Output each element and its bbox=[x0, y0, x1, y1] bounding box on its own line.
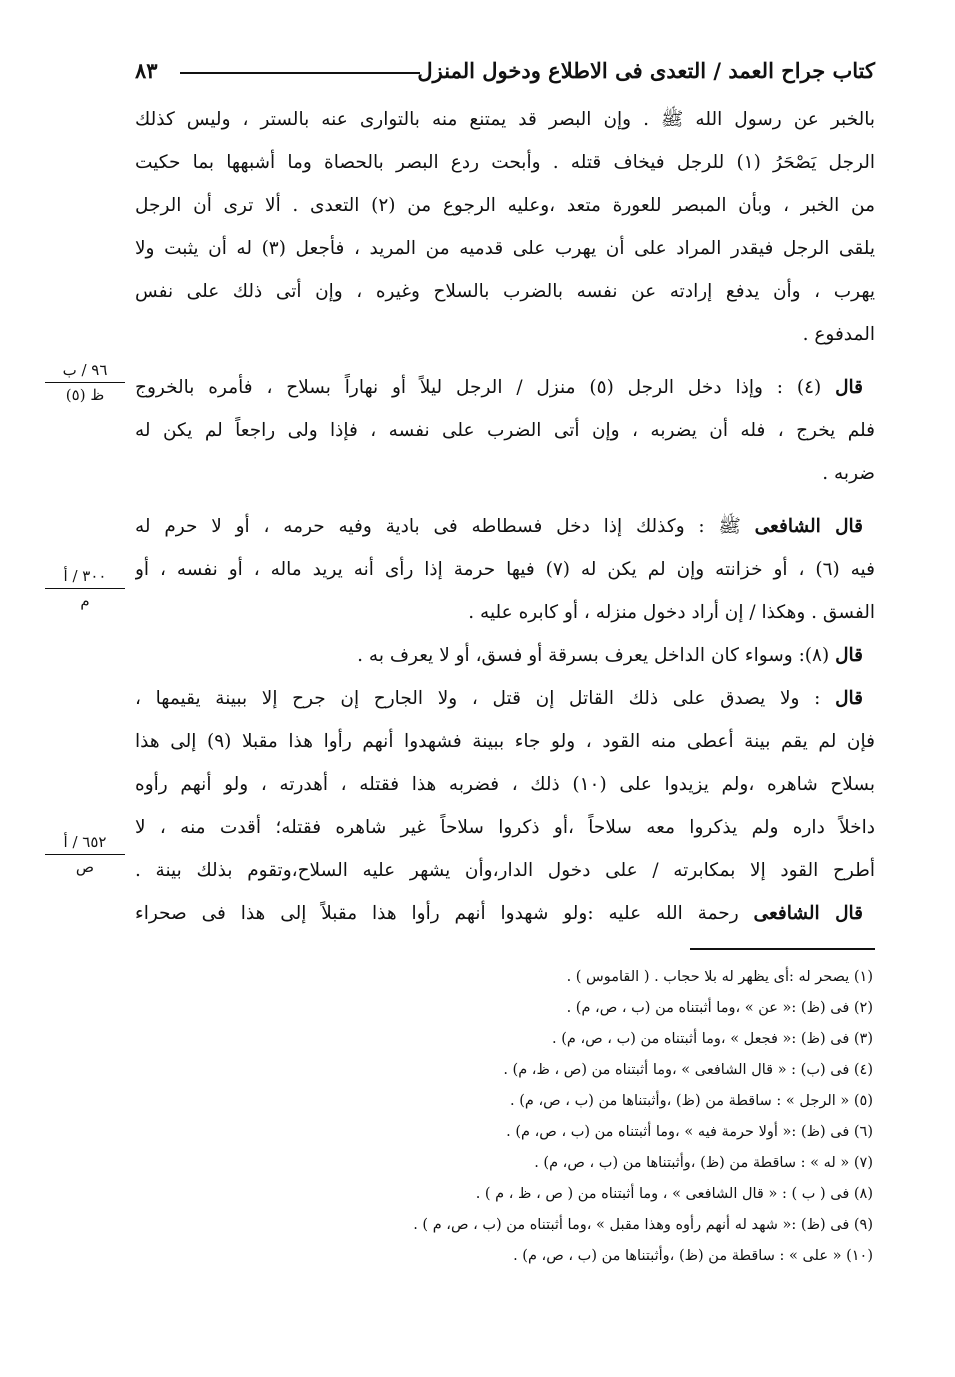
text-line: ضربه . bbox=[822, 463, 875, 484]
paragraph-text: : ولا يصدق على ذلك القاتل إن قتل ، ولا الجارح إن جرح إلا ببينة يقيمها ، bbox=[135, 688, 836, 709]
margin-note-upper: ٦٥٢ / أ bbox=[45, 832, 125, 855]
main-text bbox=[135, 98, 875, 935]
text-line: بالخبر عن رسول الله ﷺ . وإن البصر قد يمتنع منه بالتوارى عنه بالستر ، وليس كذلك bbox=[135, 109, 875, 130]
paragraph-text: (٨): وسواء كان الداخل يعرف بسرقة أو فسق، أو لا يعرف به . bbox=[357, 645, 836, 666]
paragraph-line bbox=[135, 892, 875, 935]
margin-note-lower: م bbox=[80, 592, 90, 610]
footnote: (٧) « له » : ساقطة من (ظ) ،وأثبتناها من (ب ، ص، م) . bbox=[534, 1155, 873, 1171]
margin-folio-note bbox=[45, 832, 125, 877]
paragraph-line bbox=[135, 677, 875, 720]
paragraph-text: (٤) : وإذا دخل الرجل (٥) منزل / الرجل ليلاً أو نهاراً بسلاح ، فأمره بالخروج bbox=[135, 377, 836, 398]
margin-note-upper: ٩٦ / ب bbox=[45, 360, 125, 383]
footnotes bbox=[113, 962, 873, 1272]
speaker-label: قال bbox=[835, 645, 863, 666]
margin-note-upper: ٣٠٠ / أ bbox=[45, 566, 125, 589]
text-line: الفسق . وهكذا / إن أراد دخول منزله ، أو كابره عليه . bbox=[468, 602, 875, 623]
footnote-rule bbox=[690, 948, 875, 950]
margin-note-lower: ظ (٥) bbox=[65, 386, 105, 404]
margin-folio-note bbox=[45, 566, 125, 611]
paragraph-line bbox=[135, 634, 875, 677]
text-line: فإن لم يقم بينة أعطى منه القود ، ولو جاء ببينة فشهدوا أنهم رأوا هذا مقبلا (٩) إلى هذا bbox=[135, 731, 875, 752]
paragraph-line bbox=[135, 366, 875, 409]
page-header bbox=[135, 56, 875, 92]
footnote: (٨) فى ( ب ) : « قال الشافعى » ، وما أثبتناه من ( ص ، ظ ، م ) . bbox=[475, 1186, 873, 1202]
footnote: (٣) فى (ظ) :« فجعل » ،وما أثبتناه من (ب ، ص، م) . bbox=[552, 1031, 873, 1047]
footnote: (٦) فى (ظ) :« أولا حرمة فيه » ،وما أثبتناه من (ب ، ص، م) . bbox=[506, 1124, 873, 1140]
running-title: كتاب جراح العمد / التعدى فى الاطلاع ودخول المنزل bbox=[417, 58, 875, 83]
text-line: الرجل يَصْحَرُ (١) للرجل فيخاف قتله . وأبحت ردع البصر بالحصاة وما أشبهها بما حكيت bbox=[135, 152, 875, 173]
margin-folio-note bbox=[45, 360, 125, 405]
text-line: يهرب ، وأن يدفع إرادته عن نفسه بالضرب بالسلاح وغيره ، وإن أتى ذلك على نفس bbox=[135, 281, 875, 302]
speaker-label: قال الشافعى bbox=[753, 903, 864, 924]
text-line: المدفوع . bbox=[802, 324, 875, 345]
footnote: (٤) فى (ب) : « قال الشافعى » ،وما أثبتناه من (ص ، ظ، م) . bbox=[503, 1062, 873, 1078]
footnote: (٥) « الرجل » : ساقطة من (ظ) ،وأثبتناها من (ب ، ص، م) . bbox=[510, 1093, 873, 1109]
header-rule bbox=[180, 72, 420, 74]
speaker-label: قال الشافعى bbox=[754, 516, 864, 537]
speaker-label: قال bbox=[835, 688, 863, 709]
speaker-label: قال bbox=[835, 377, 864, 398]
page-number: ٨٣ bbox=[135, 58, 158, 83]
text-line: فيه (٦) ، أو خزانته وإن لم يكن له (٧) فيها حرمة إذا رأى أنه يريد ماله ، أو نفسه ، أو bbox=[135, 559, 875, 580]
paragraph-line bbox=[135, 505, 875, 548]
text-line: يلقى الرجل فيقدر المراد على أن يهرب على قدميه من المريد ، فأجعل (٣) له أن يثبت ولا bbox=[135, 238, 875, 259]
paragraph-text: رحمة الله عليه :ولو شهدوا أنهم رأوا هذا مقبلاً إلى هذا فى صحراء bbox=[135, 903, 754, 924]
footnote: (١٠) « على » : ساقطة من (ظ) ،وأثبتناها من (ب ، ص، م) . bbox=[513, 1248, 873, 1264]
paragraph-text: ﷺ : وكذلك إذا دخل فسطاطه فى بادية وفيه حرمه ، أو لا حرم له bbox=[135, 516, 755, 537]
text-line: من الخبر ، وبأن المبصر للعورة متعد ،وعليه الرجوع من (٢) التعدى . ألا ترى أن الرجل bbox=[135, 195, 875, 216]
text-line: أطرح القود إلا بمكابرته / على دخول الدار،وأن يشهر عليه السلاح،وتقوم بذلك بينة . bbox=[135, 860, 875, 881]
text-line: فلم يخرج ، فله أن يضربه ، وإن أتى الضرب على نفسه ، فإذا ولى راجعاً لم يكن له bbox=[135, 420, 875, 441]
margin-note-lower: ص bbox=[75, 858, 95, 876]
footnote: (٢) فى (ظ) :« عن » ،وما أثبتناه من (ب ، ص، م) . bbox=[566, 1000, 873, 1016]
text-line: بسلاح شاهره ،ولم يزيدوا على (١٠) ذلك ، فضربه هذا فقتله ، أهدرته ، ولو أنهم رأوه bbox=[135, 774, 875, 795]
footnote: (١) يصحر له :أى يظهر له بلا حجاب . ( القاموس ) . bbox=[566, 969, 873, 985]
text-line: داخلاً داره ولم يذكروا معه سلاحاً ،أو ذكروا سلاحاً غير شاهره فقتله؛ أقدت منه ، لا bbox=[135, 817, 875, 838]
footnote: (٩) فى (ظ) :« شهد له أنهم رأوه وهذا مقبل » ،وما أثبتناه من (ب ، ص، م ) . bbox=[413, 1217, 873, 1233]
